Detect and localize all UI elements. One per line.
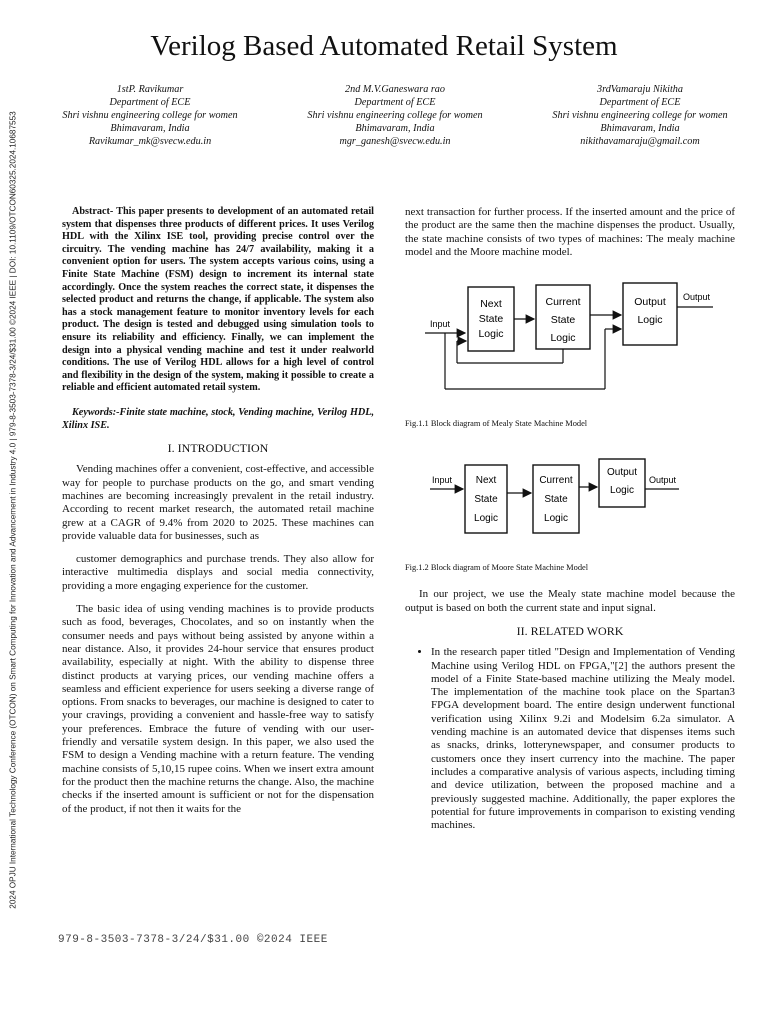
fig2-b3-line2: Logic [610, 484, 634, 496]
section-heading-related-work: II. RELATED WORK [516, 623, 624, 638]
author-dept: Department of ECE [109, 97, 191, 108]
fig1-output-label: Output [683, 292, 711, 303]
right-column [405, 206, 735, 832]
fig2-input-label: Input [432, 474, 453, 485]
author-college: Shri vishnu engineering college for women [552, 110, 728, 121]
author-city: Bhimavaram, India [355, 123, 435, 134]
section-heading-introduction: I. INTRODUCTION [167, 441, 269, 456]
footer-copyright: 979-8-3503-7378-3/24/$31.00 ©2024 IEEE [58, 934, 328, 946]
paper-title: Verilog Based Automated Retail System [150, 30, 618, 62]
keywords: Keywords:-Finite state machine, stock, Vending machine, Verilog HDL, Xilinx ISE. [62, 406, 374, 431]
figure-moore [405, 453, 735, 575]
author-college: Shri vishnu engineering college for women [62, 110, 238, 121]
author-name: 1stP. Ravikumar [116, 84, 184, 95]
author-email: Ravikumar_mk@svecw.edu.in [88, 136, 212, 147]
author-email: mgr_ganesh@svecw.edu.in [339, 136, 451, 147]
fig2-b2-line2: State [544, 493, 568, 505]
moore-block-diagram [405, 453, 735, 553]
fig1-b3-line1: Output [634, 296, 666, 309]
author-1 [50, 83, 250, 148]
abstract: Abstract- This paper presents to development of an automated retail system that dispenses three products of different prices. It uses Verilog HDL with the Xilinx ISE tool, providing precise control over the circuitry. The vending machine has 24/7 availability, making it a convenient option for users. The system accepts various coins, using a Finite State Machine (FSM) design to increment its internal state accordingly. Once the system reaches the correct state, it dispenses the selected product and returns the change, if applicable. The system also has a stock management feature to monitor inventory levels for each product. The design is tested and debugged using simulation tools to ensure its reliability and efficiency. Finally, we can implement the design into a physical vending machine and test it under realworld conditions. The use of Verilog HDL allows for a high level of control and flexibility in the design of the system, making it possible to create a reliable and efficient automated retail system. [62, 206, 374, 394]
author-dept: Department of ECE [354, 97, 436, 108]
author-3 [540, 83, 740, 148]
author-college: Shri vishnu engineering college for women [307, 110, 483, 121]
left-column [62, 206, 374, 816]
fig1-caption: Fig.1.1 Block diagram of Mealy State Machine Model [405, 419, 588, 429]
fig1-b3-line2: Logic [637, 314, 663, 327]
fig2-b2-line3: Logic [544, 512, 568, 524]
author-email: nikithavamaraju@gmail.com [580, 136, 700, 147]
fig2-b1-line2: State [474, 493, 498, 505]
fig1-b1-line3: Logic [478, 328, 504, 341]
fig1-b2-line1: Current [545, 296, 581, 309]
sidebar-citation-text: 2024 OPJU International Technology Conference (OTCON) on Smart Computing for Innovation and Advancement in Industry 4.0 | 979-8-3503-7378-3/24/$31.00 ©2024 IEEE | DOI: 10.1109/OTCON60325.2024.10687553 [8, 111, 18, 909]
right-paragraph-1: next transaction for further process. If the inserted amount and the price of the product are the same then the machine dispenses the product. Usually, the state machine consists of two types of machines: The mealy machine model and the Moore machine model. [405, 206, 735, 258]
fig2-output-label: Output [649, 474, 677, 485]
fig2-b3-line1: Output [606, 466, 638, 478]
mealy-block-diagram [405, 267, 735, 407]
author-dept: Department of ECE [599, 97, 681, 108]
sidebar-citation [4, 40, 22, 980]
fig1-b2-line3: Logic [550, 332, 576, 345]
intro-paragraph-3: The basic idea of using vending machines is to provide products such as food, beverages, Chocolates, and so on instantly when the consumer needs and pays without being assisted by anyone within a near distance. Also, it provides 24-hour service that ensures product availability, especially at night. With the ability to dispense three distinct products at varying prices, our vending machine offers a seamless and efficient experience for users seeking a diverse range of options. From snacks to beverages, our machine is designed to cater to your cravings, providing a convenient and hassle-free way to satisfy your preferences. Embrace the future of vending with our user-friendly and versatile system design. In this paper, we also used the FSM to design a Vending machine with a return feature. The vending machine consists of 5,10,15 rupee coins. When we insert extra amount for the product then the machine returns the change. Also, the machine checks if the inserted amount is sufficient or not for the dispensation of the product, if not then it waits for the [62, 603, 374, 815]
fig1-b2-line2: State [550, 314, 576, 327]
author-2 [295, 83, 495, 148]
next-state-block [468, 359, 469, 360]
right-paragraph-2: In our project, we use the Mealy state machine model because the output is based on both the current state and input signal. [405, 588, 735, 614]
intro-paragraph-2: customer demographics and purchase trends. They also allow for interactive multimedia displays and social media connectivity, providing a more engaging experience for the customer. [62, 553, 374, 592]
author-city: Bhimavaram, India [600, 123, 680, 134]
fig2-b1-line3: Logic [474, 512, 498, 524]
fig2-b2-line1: Current [539, 474, 573, 486]
related-work-list [405, 646, 735, 832]
fig1-b1-line2: State [478, 313, 504, 326]
author-name: 3rdVamaraju Nikitha [597, 84, 683, 95]
author-city: Bhimavaram, India [110, 123, 190, 134]
author-name: 2nd M.V.Ganeswara rao [345, 84, 445, 95]
intro-paragraph-1: Vending machines offer a convenient, cost-effective, and accessible way for people to purchase products on the go, and smart vending machines are becoming increasingly prevalent in the retail industry. According to recent market research, the automated retail machine grew at a CAGR of 9.4% from 2020 to 2025. These machines can provide valuable data for businesses, such as [62, 463, 374, 542]
fig1-input-label: Input [430, 319, 451, 330]
fig2-caption: Fig.1.2 Block diagram of Moore State Machine Model [405, 563, 589, 573]
list-item: • In the research paper titled "Design and Implementation of Vending Machine using Verilog HDL on FPGA,"[2] the authors present the model of a Finite State-based machine utilizing the Mealy model. The implementation of the machine took place on the Spartan3 FPGA development board. The entire design underwent functional verification using Xilinx 9.2i and Modelsim 6.2a simulator. A vending machine is an automated device that dispenses items such as snacks, drinks, lotterynewspaper, and consumer products to customers once they insert currency into the machine. The paper includes a comparative analysis of various aspects, including timing and device utilization, between the proposed machine and a previously suggested machine. Additionally, the paper explores the potential for future improvements in comparison to existing vending machines. [431, 646, 735, 832]
fig1-b1-line1: Next [480, 298, 502, 311]
figure-mealy [405, 267, 735, 431]
author-block [50, 83, 740, 148]
fig2-b1-line1: Next [475, 474, 497, 486]
